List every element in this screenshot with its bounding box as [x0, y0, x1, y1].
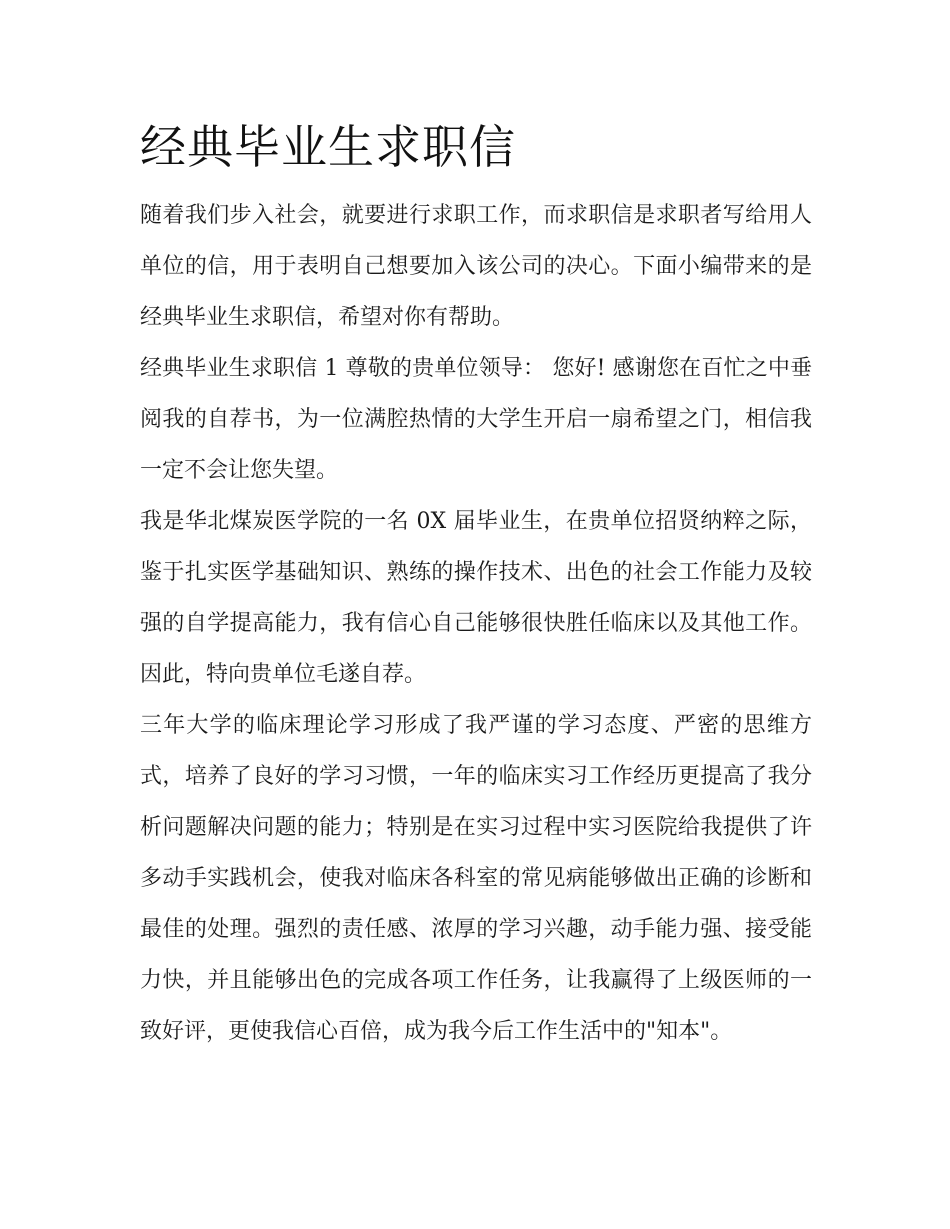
paragraph-self-introduction: 我是华北煤炭医学院的一名 0X 届毕业生，在贵单位招贤纳粹之际，鉴于扎实医学基础知识、熟练的操作技术、出色的社会工作能力及较强的自学提高能力，我有信心自己能够很快胜任临床以及其他工作。因此，特向贵单位毛遂自荐。	[140, 509, 812, 687]
document-body	[140, 118, 812, 1057]
document-title: 经典毕业生求职信	[140, 120, 516, 174]
paragraph-intro: 随着我们步入社会，就要进行求职工作，而求职信是求职者写给用人单位的信，用于表明自己想要加入该公司的决心。下面小编带来的是经典毕业生求职信，希望对你有帮助。	[140, 203, 812, 330]
paragraph-experience: 三年大学的临床理论学习形成了我严谨的学习态度、严密的思维方式，培养了良好的学习习惯，一年的临床实习工作经历更提高了我分析问题解决问题的能力；特别是在实习过程中实习医院给我提供了许多动手实践机会，使我对临床各科室的常见病能够做出正确的诊断和最佳的处理。强烈的责任感、浓厚的学习兴趣，动手能力强、接受能力快，并且能够出色的完成各项工作任务，让我赢得了上级医师的一致好评，更使我信心百倍，成为我今后工作生活中的"知本"。	[140, 713, 812, 1044]
paragraph-greeting: 经典毕业生求职信 1 尊敬的贵单位领导： 您好! 感谢您在百忙之中垂阅我的自荐书，为一位满腔热情的大学生开启一扇希望之门，相信我一定不会让您失望。	[140, 356, 812, 483]
